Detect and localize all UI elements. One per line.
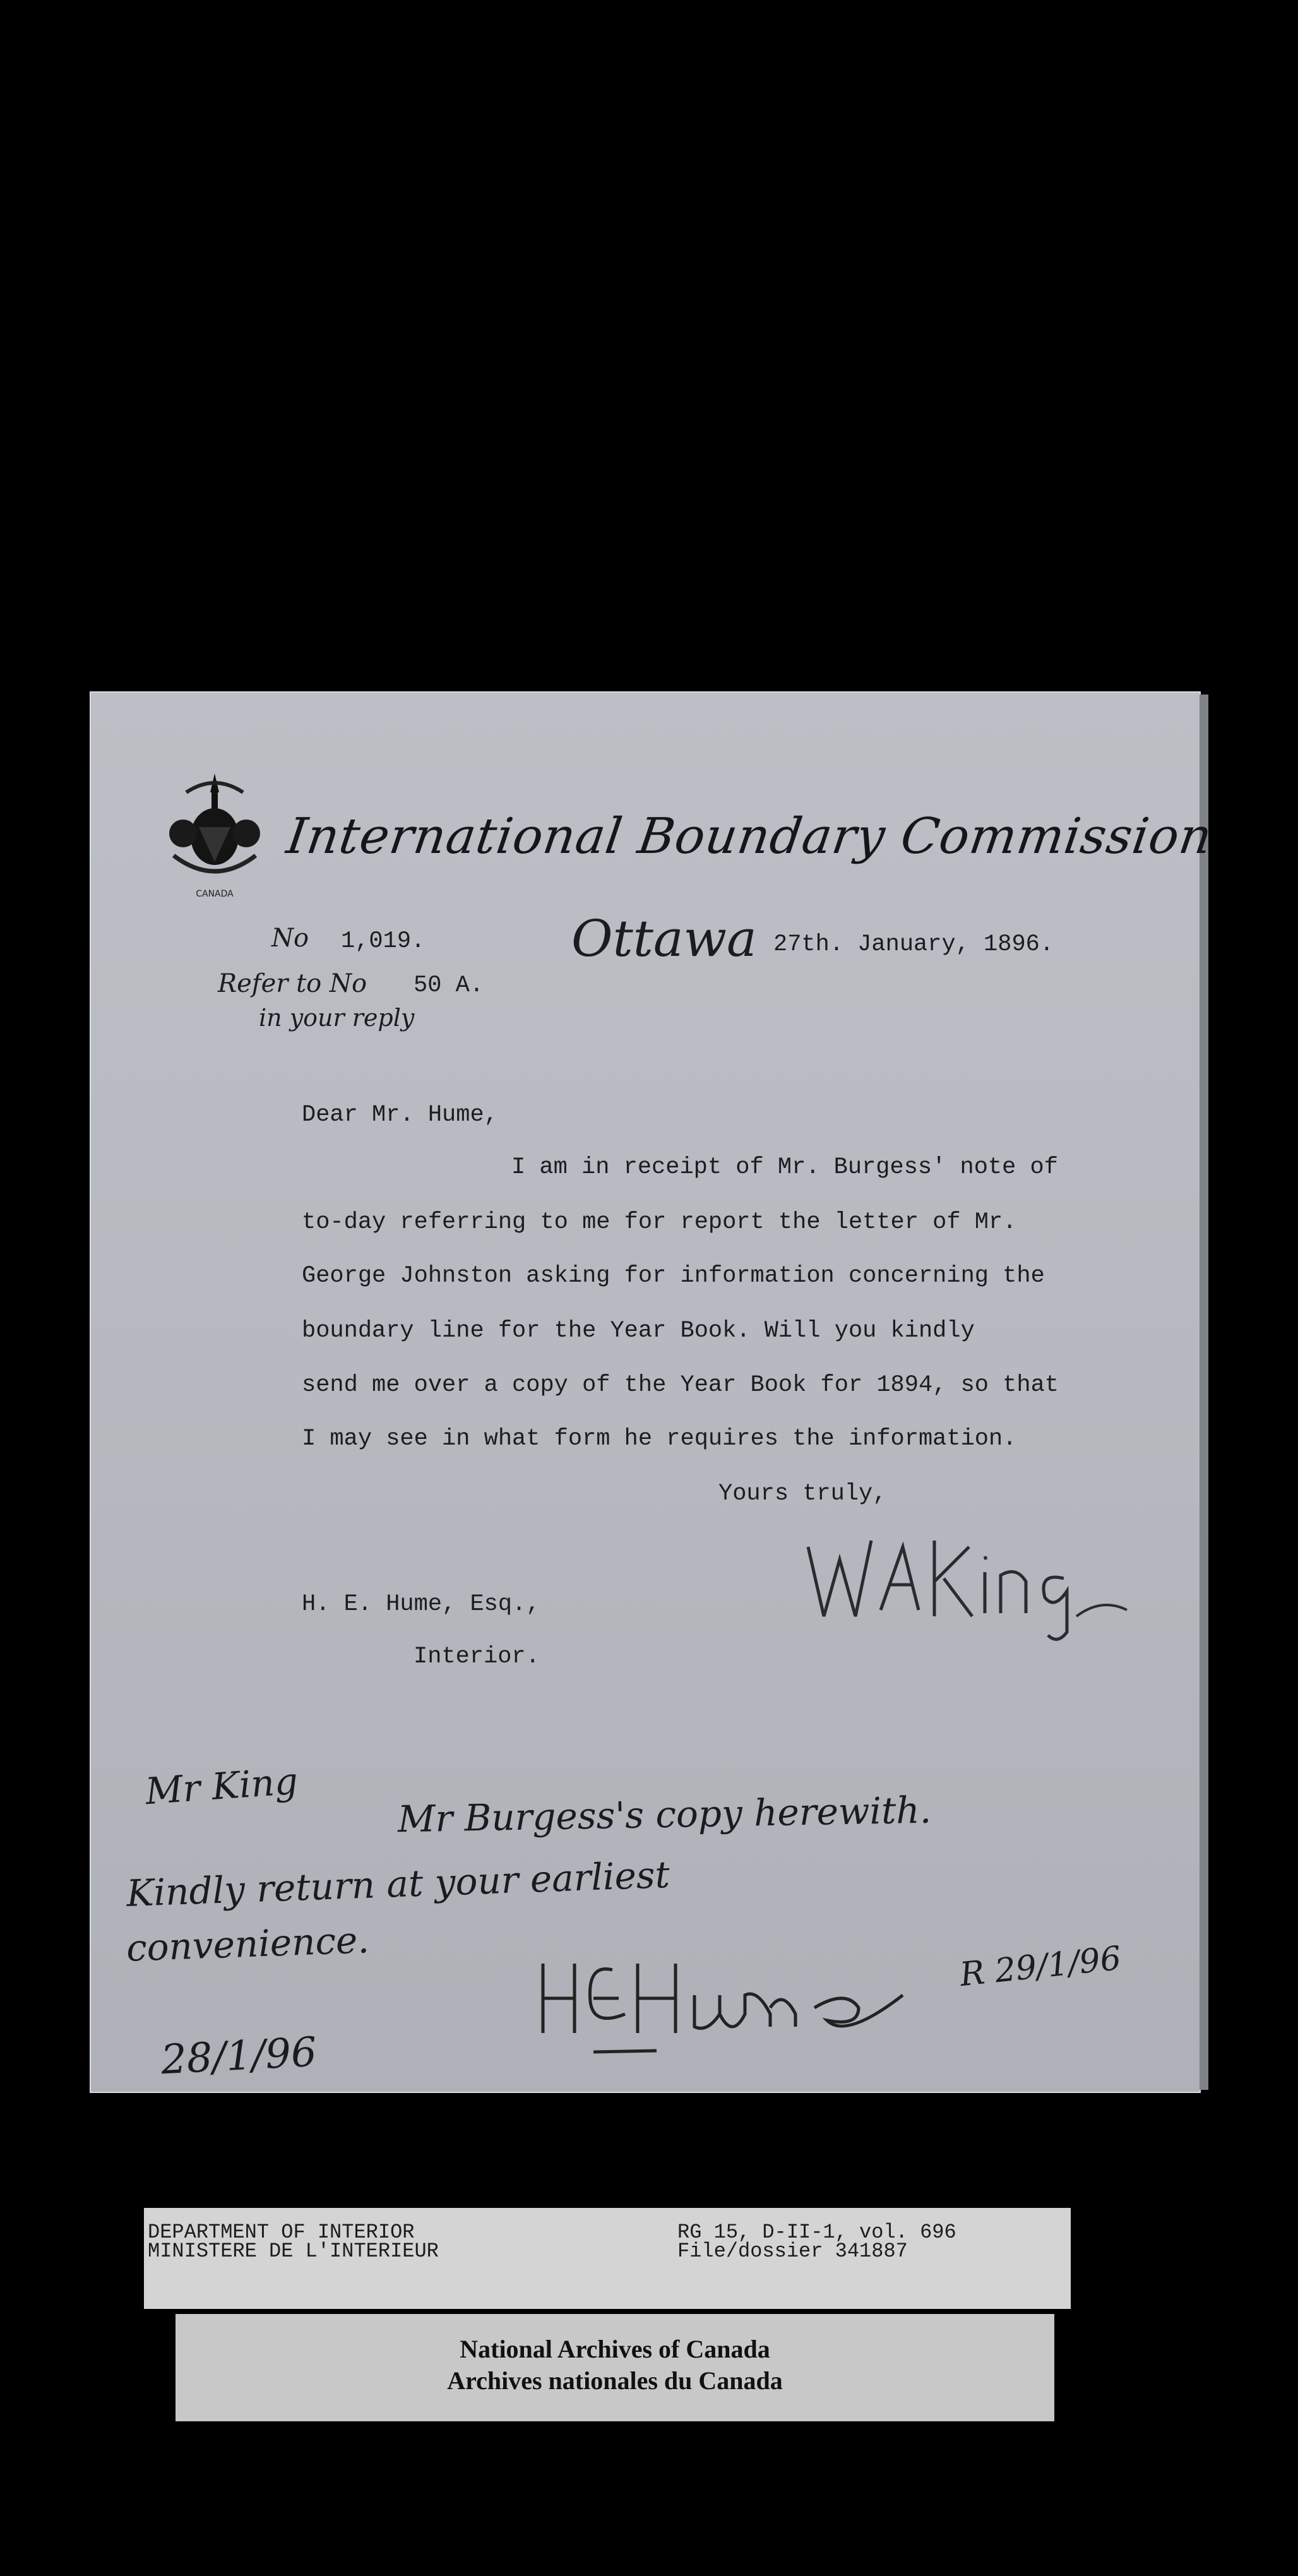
body-line: I may see in what form he requires the information. [302, 1426, 1017, 1452]
received-note: R 29/1/96 [958, 1939, 1123, 1995]
salutation: Dear Mr. Hume, [302, 1102, 498, 1128]
number-label: No [271, 924, 309, 953]
archive-stamp-fr: Archives nationales du Canada [447, 2366, 783, 2395]
refer-label: Refer to No [218, 969, 367, 998]
king-signature [799, 1522, 1140, 1648]
handwritten-line: Mr Burgess's copy herewith. [397, 1788, 932, 1841]
addressee-dept: Interior. [414, 1643, 540, 1670]
crest-logo [161, 767, 268, 903]
note-date: 28/1/96 [160, 2029, 318, 2084]
body-line: send me over a copy of the Year Book for 1894, so that [302, 1372, 1059, 1398]
city: Ottawa [571, 909, 757, 968]
refer-number: 50 A. [414, 972, 484, 999]
paper-edge [1200, 695, 1208, 2090]
record-group: RG 15, D-II-1, vol. 696 [677, 2221, 956, 2244]
reply-label: in your reply [259, 1004, 415, 1032]
letter-date: 27th. January, 1896. [773, 931, 1054, 958]
handwritten-line: convenience. [125, 1918, 370, 1970]
body-line: I am in receipt of Mr. Burgess' note of [511, 1154, 1058, 1181]
archive-stamp-en: National Archives of Canada [460, 2335, 770, 2363]
file-number-label: File/dossier 341887 [677, 2239, 908, 2263]
closing: Yours truly, [718, 1481, 887, 1507]
handwritten-addressee: Mr King [143, 1759, 299, 1813]
dept-fr: MINISTERE DE L'INTERIEUR [148, 2239, 439, 2263]
letterhead-title: International Boundary Commission [283, 808, 1216, 865]
addressee-name: H. E. Hume, Esq., [302, 1591, 540, 1618]
archive-label [144, 2208, 1071, 2309]
body-line: George Johnston asking for information concerning the [302, 1263, 1045, 1289]
file-number: 1,019. [341, 928, 426, 955]
body-line: to-day referring to me for report the letter of Mr. [302, 1209, 1017, 1236]
handwritten-line: Kindly return at your earliest [126, 1852, 670, 1916]
dept-en: DEPARTMENT OF INTERIOR [148, 2221, 415, 2244]
archive-stamp [176, 2314, 1054, 2421]
svg-text:CANADA: CANADA [196, 889, 234, 899]
body-line: boundary line for the Year Book. Will you kindly [302, 1318, 975, 1344]
hume-signature [530, 1938, 915, 2058]
